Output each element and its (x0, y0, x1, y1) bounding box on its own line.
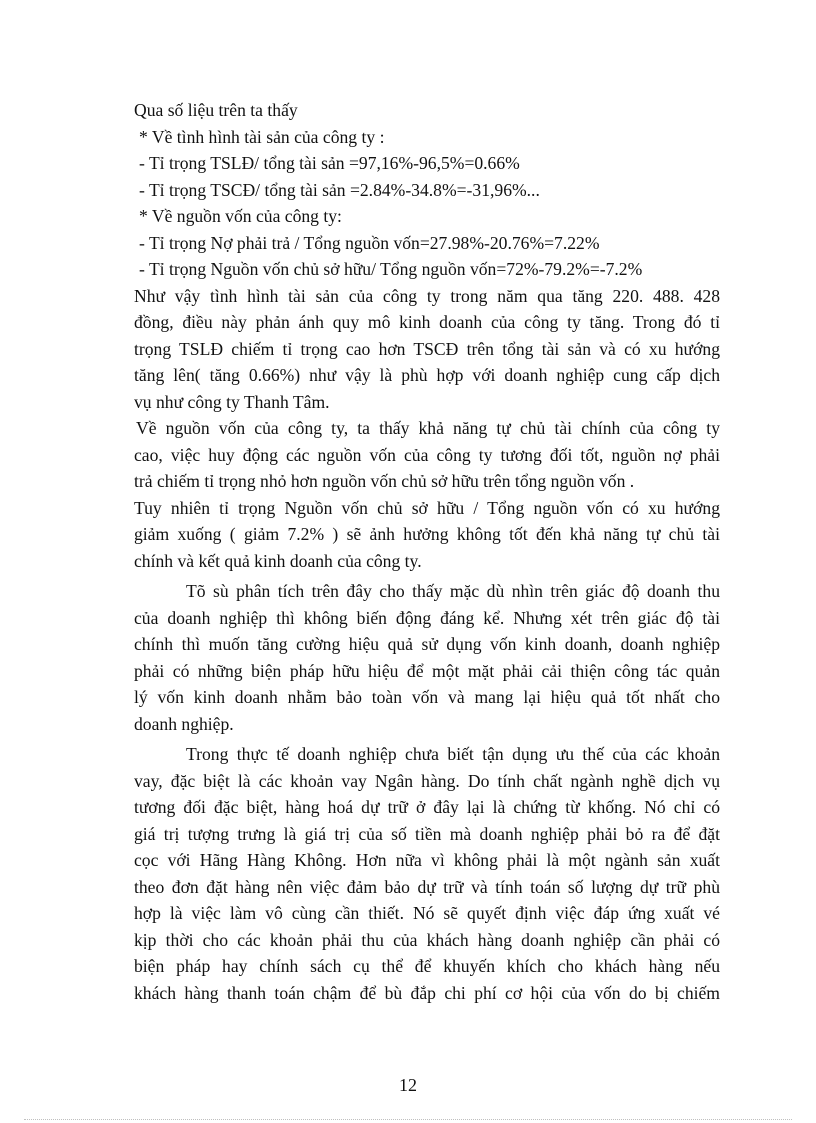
paragraph-line: kịp thời cho các khoản phải thu của khách hàng doanh nghiệp cần phải có (134, 929, 720, 950)
paragraph-line: chính và kết quả kinh doanh của công ty. (134, 550, 422, 571)
capital-subheading: * Về nguồn vốn của công ty: (139, 206, 342, 226)
paragraph-line: Về nguồn vốn của công ty, ta thấy khả năng tự chủ tài chính của công ty (136, 418, 720, 438)
paragraph-line: Tuy nhiên tỉ trọng Nguồn vốn chủ sở hữu / Tổng nguồn vốn có xu hướng (134, 497, 720, 518)
paragraph-line: của doanh nghiệp thì không biến động đáng kể. Nhưng xét trên giác độ tài (134, 607, 720, 628)
paragraph-line: chính thì muốn tăng cường hiệu quả sử dụng vốn kinh doanh, doanh nghiệp (134, 634, 720, 654)
paragraph-line: tương đối đặc biệt, hàng hoá dự trữ ở đây lại là chứng từ khống. Nó chỉ có (134, 797, 720, 817)
fixed-asset-ratio-line: - Tỉ trọng TSCĐ/ tổng tài sản =2.84%-34.8%=-31,96%... (139, 179, 540, 200)
paragraph-line: phải có những biện pháp hữu hiệu để một mặt phải cải thiện công tác quản (134, 660, 720, 681)
paragraph-capital (134, 415, 720, 495)
document-body (134, 97, 720, 1006)
paragraph-line: hợp là việc làm vô cùng cần thiết. Nó sẽ quyết định việc đáp ứng xuất vé (134, 903, 720, 923)
page-number: 12 (399, 1075, 417, 1095)
paragraph-line: khách hàng thanh toán chậm để bù đắp chi phí cơ hội của vốn do bị chiếm (134, 982, 720, 1003)
intro-heading: Qua số liệu trên ta thấy (134, 100, 298, 120)
paragraph-line: Trong thực tế doanh nghiệp chưa biết tận dụng ưu thế của các khoản (186, 744, 720, 764)
paragraph-line: vụ như công ty Thanh Tâm. (134, 391, 330, 412)
paragraph-line: doanh nghiệp. (134, 713, 234, 734)
paragraph-line: biện pháp hay chính sách cụ thể để khuyến khích cho khách hàng nếu (134, 956, 720, 976)
paragraph-line: cọc với Hãng Hàng Không. Hơn nữa vì không phải là một ngành sản xuất (134, 850, 720, 870)
paragraph-practice (134, 741, 720, 1006)
paragraph-line: Tõ sù phân tích trên đây cho thấy mặc dù nhìn trên giác độ doanh thu (186, 581, 720, 601)
paragraph-line: trả chiếm tỉ trọng nhỏ hơn nguồn vốn chủ sở hữu trên tổng nguồn vốn . (134, 471, 635, 491)
paragraph-equity-trend (134, 495, 720, 575)
intro-section (134, 97, 720, 283)
paragraph-analysis (134, 578, 720, 737)
paragraph-line: vay, đặc biệt là các khoản vay Ngân hàng. Do tính chất ngành nghề dịch vụ (134, 770, 720, 791)
paragraph-line: theo đơn đặt hàng nên việc đảm bảo dự trữ và tính toán số lượng dự trữ phù (134, 876, 720, 897)
current-asset-ratio-line: - Tỉ trọng TSLĐ/ tổng tài sản =97,16%-96,5%=0.66% (139, 153, 520, 173)
paragraph-line: Như vậy tình hình tài sản của công ty trong năm qua tăng 220. 488. 428 (134, 285, 720, 306)
equity-ratio-line: - Tỉ trọng Nguồn vốn chủ sở hữu/ Tổng nguồn vốn=72%-79.2%=-7.2% (139, 259, 643, 279)
paragraph-line: giá trị tượng trưng là giá trị của số tiền mà doanh nghiệp phải bỏ ra để đặt (134, 823, 720, 844)
paragraph-line: trọng TSLĐ chiếm tỉ trọng cao hơn TSCĐ trên tổng tài sản và có xu hướng (134, 338, 720, 359)
paragraph-line: cao, việc huy động các nguồn vốn của công ty tương đối tốt, nguồn nợ phải (134, 444, 720, 465)
paragraph-line: đồng, điều này phản ánh quy mô kinh doanh của công ty tăng. Trong đó tỉ (134, 312, 720, 332)
paragraph-line: tăng lên( tăng 0.66%) như vậy là phù hợp với doanh nghiệp cung cấp dịch (134, 365, 720, 385)
footer-divider (24, 1119, 792, 1120)
paragraph-assets (134, 283, 720, 416)
asset-subheading: * Về tình hình tài sản của công ty : (139, 126, 385, 147)
paragraph-line: giảm xuống ( giảm 7.2% ) sẽ ảnh hưởng không tốt đến khả năng tự chủ tài (134, 524, 720, 544)
paragraph-line: lý vốn kinh doanh nhằm bảo toàn vốn và mang lại hiệu quả tốt nhất cho (134, 687, 720, 707)
liability-ratio-line: - Tỉ trọng Nợ phải trả / Tổng nguồn vốn=27.98%-20.76%=7.22% (139, 232, 600, 253)
